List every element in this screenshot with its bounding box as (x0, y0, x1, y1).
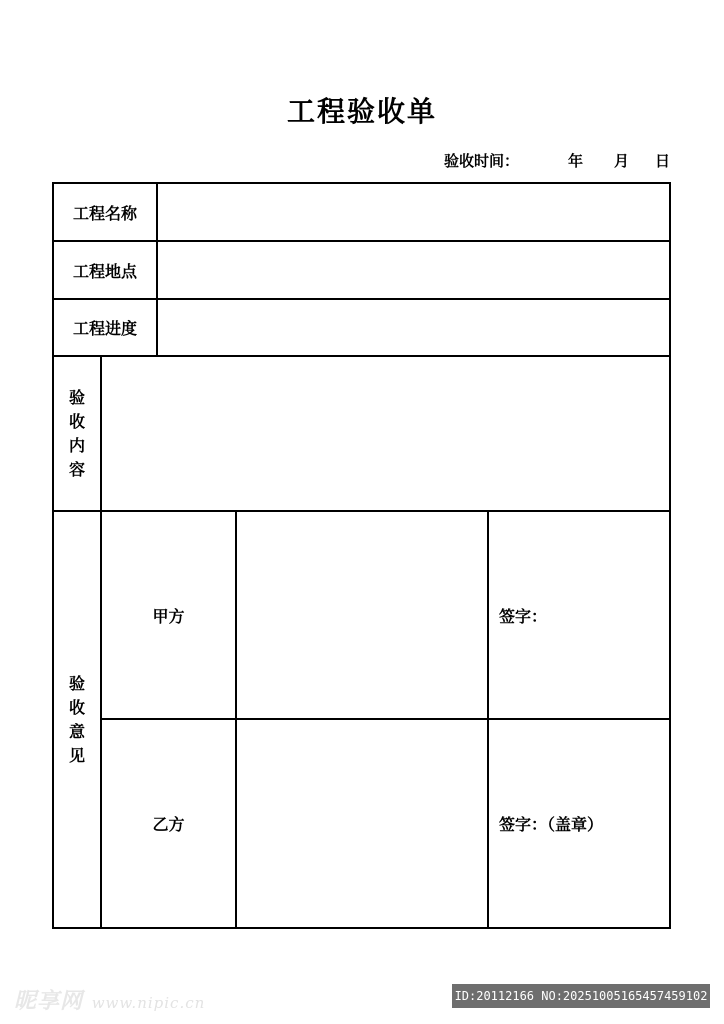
acceptance-opinion-char: 见 (68, 745, 85, 765)
party-a-signature-field[interactable]: 签字： (488, 511, 670, 719)
acceptance-form-table (52, 182, 671, 929)
acceptance-opinion-char: 意 (68, 721, 85, 741)
project-name-row (53, 183, 670, 241)
watermark-brand: 昵享网 (14, 988, 84, 1014)
project-location-row (53, 241, 670, 299)
day-label: 日 (655, 152, 671, 170)
acceptance-date-row (440, 150, 672, 170)
project-location-field[interactable] (157, 241, 670, 299)
acceptance-content-char: 内 (68, 435, 85, 455)
party-a-opinion-field[interactable] (236, 511, 488, 719)
acceptance-content-char: 验 (68, 387, 85, 407)
year-label: 年 (568, 152, 584, 170)
project-progress-field[interactable] (157, 299, 670, 356)
party-b-opinion-field[interactable] (236, 719, 488, 928)
acceptance-content-char: 收 (68, 411, 85, 431)
acceptance-opinion-char: 验 (68, 673, 85, 693)
project-progress-row (53, 299, 670, 356)
acceptance-date-label: 验收时间： (444, 152, 520, 170)
project-name-label: 工程名称 (53, 183, 157, 241)
acceptance-opinion-label (53, 511, 101, 928)
party-b-signature-field[interactable]: 签字：（盖章） (488, 719, 670, 928)
party-b-row (53, 719, 670, 928)
watermark-url: www.nipic.cn (91, 994, 206, 1012)
acceptance-content-label (53, 356, 101, 511)
watermark-logo (14, 984, 205, 1015)
party-a-row (53, 511, 670, 719)
acceptance-content-row (53, 356, 670, 511)
project-location-label: 工程地点 (53, 241, 157, 299)
acceptance-opinion-char: 收 (68, 697, 85, 717)
project-progress-label: 工程进度 (53, 299, 157, 356)
acceptance-content-char: 容 (68, 459, 85, 479)
month-label: 月 (614, 152, 630, 170)
party-b-label: 乙方 (101, 719, 236, 928)
page-title: 工程验收单 (286, 95, 437, 128)
project-name-field[interactable] (157, 183, 670, 241)
acceptance-content-field[interactable] (101, 356, 670, 511)
party-a-label: 甲方 (101, 511, 236, 719)
image-id-bar: ID:20112166 NO:20251005165457459102 (452, 984, 710, 1008)
